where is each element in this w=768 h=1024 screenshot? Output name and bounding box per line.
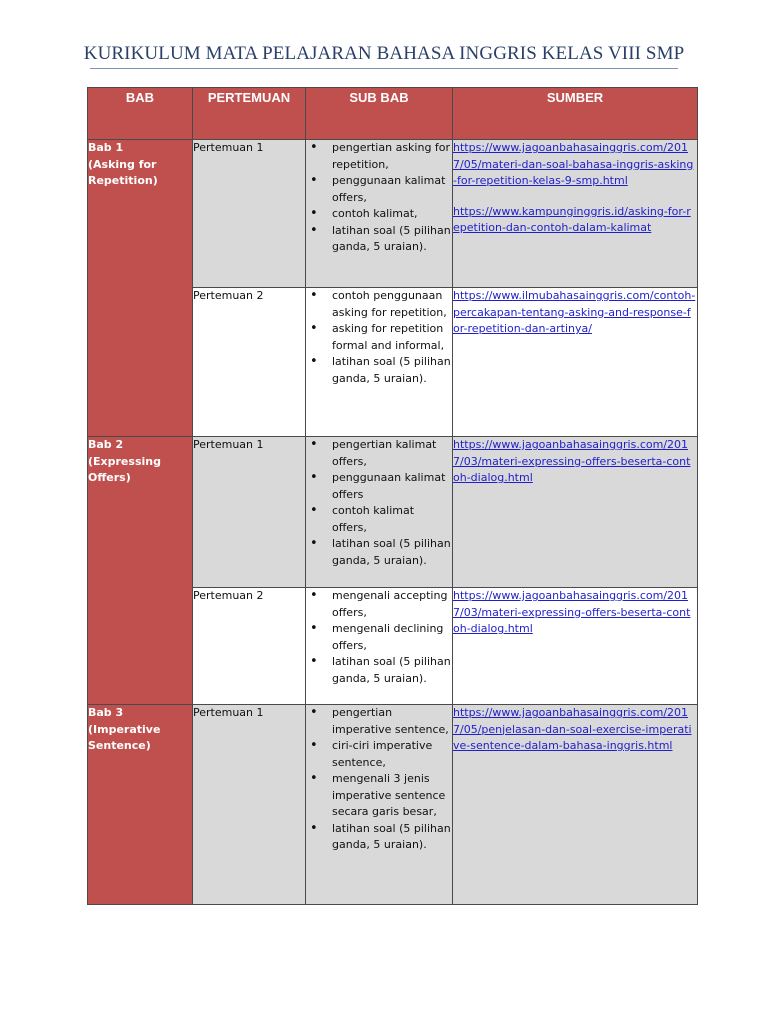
chapter-number: Bab 2 <box>88 438 124 451</box>
meeting-label: Pertemuan 1 <box>193 705 306 905</box>
subtopic-cell <box>306 437 453 588</box>
document-title: KURIKULUM MATA PELAJARAN BAHASA INGGRIS KELAS VIII SMP <box>83 43 685 64</box>
subtopic-item: • latihan soal (5 pilihan ganda, 5 uraian). <box>306 223 452 256</box>
subtopic-cell <box>306 140 453 288</box>
meeting-label: Pertemuan 1 <box>193 437 306 588</box>
header-sumber: SUMBER <box>453 88 698 140</box>
subtopic-item: • mengenali declining offers, <box>306 621 452 654</box>
subtopic-item: • mengenali 3 jenis imperative sentence secara garis besar, <box>306 771 452 821</box>
title-underline <box>90 68 678 69</box>
source-cell <box>453 437 698 588</box>
source-link[interactable]: https://www.kampunginggris.id/asking-for-repetition-dan-contoh-dalam-kalimat <box>453 204 691 234</box>
source-cell <box>453 288 698 437</box>
subtopic-item: • penggunaan kalimat offers <box>306 470 452 503</box>
subtopic-cell <box>306 288 453 437</box>
source-link[interactable]: https://www.ilmubahasainggris.com/contoh-percakapan-tentang-asking-and-response-for-repetition-dan-artinya/ <box>453 289 696 335</box>
subtopic-item: • latihan soal (5 pilihan ganda, 5 uraian). <box>306 654 452 687</box>
chapter-topic: (Expressing Offers) <box>88 454 161 484</box>
meeting-label: Pertemuan 2 <box>193 288 306 437</box>
chapter-number: Bab 3 <box>88 706 124 719</box>
header-sub-bab: SUB BAB <box>306 88 453 140</box>
subtopic-item: • ciri-ciri imperative sentence, <box>306 738 452 771</box>
meeting-label: Pertemuan 2 <box>193 588 306 705</box>
table-row <box>88 140 698 288</box>
subtopic-cell <box>306 705 453 905</box>
table-row <box>88 705 698 905</box>
subtopic-item: • latihan soal (5 pilihan ganda, 5 uraian). <box>306 354 452 387</box>
source-cell <box>453 705 698 905</box>
subtopic-item: • mengenali accepting offers, <box>306 588 452 621</box>
chapter-cell-bab-2 <box>88 437 193 705</box>
subtopic-item: • pengertian kalimat offers, <box>306 437 452 470</box>
meeting-label: Pertemuan 1 <box>193 140 306 288</box>
header-bab: BAB <box>88 88 193 140</box>
source-link[interactable]: https://www.jagoanbahasainggris.com/2017/05/penjelasan-dan-soal-exercise-imperative-sentence-dalam-bahasa-inggris.html <box>453 706 692 752</box>
subtopic-item: • latihan soal (5 pilihan ganda, 5 uraian). <box>306 821 452 854</box>
chapter-cell-bab-3 <box>88 705 193 905</box>
source-link[interactable]: https://www.jagoanbahasainggris.com/2017/03/materi-expressing-offers-beserta-contoh-dialog.html <box>453 589 691 635</box>
source-link[interactable]: https://www.jagoanbahasainggris.com/2017/05/materi-dan-soal-bahasa-inggris-asking-for-repetition-kelas-9-smp.html <box>453 141 694 187</box>
subtopic-item: • pengertian asking for repetition, <box>306 140 452 173</box>
source-cell <box>453 588 698 705</box>
header-pertemuan: PERTEMUAN <box>193 88 306 140</box>
curriculum-table <box>87 87 698 905</box>
subtopic-cell <box>306 588 453 705</box>
subtopic-item: • latihan soal (5 pilihan ganda, 5 uraian). <box>306 536 452 569</box>
subtopic-item: • contoh penggunaan asking for repetition, <box>306 288 452 321</box>
chapter-cell-bab-1 <box>88 140 193 437</box>
chapter-topic: (Asking for Repetition) <box>88 157 158 187</box>
subtopic-item: • contoh kalimat offers, <box>306 503 452 536</box>
chapter-topic: (Imperative Sentence) <box>88 722 161 752</box>
subtopic-item: • contoh kalimat, <box>306 206 452 223</box>
table-row <box>88 437 698 588</box>
subtopic-item: • asking for repetition formal and informal, <box>306 321 452 354</box>
source-cell <box>453 140 698 288</box>
chapter-number: Bab 1 <box>88 141 124 154</box>
table-header-row <box>88 88 698 140</box>
source-link[interactable]: https://www.jagoanbahasainggris.com/2017/03/materi-expressing-offers-beserta-contoh-dialog.html <box>453 438 691 484</box>
subtopic-item: • penggunaan kalimat offers, <box>306 173 452 206</box>
subtopic-item: • pengertian imperative sentence, <box>306 705 452 738</box>
